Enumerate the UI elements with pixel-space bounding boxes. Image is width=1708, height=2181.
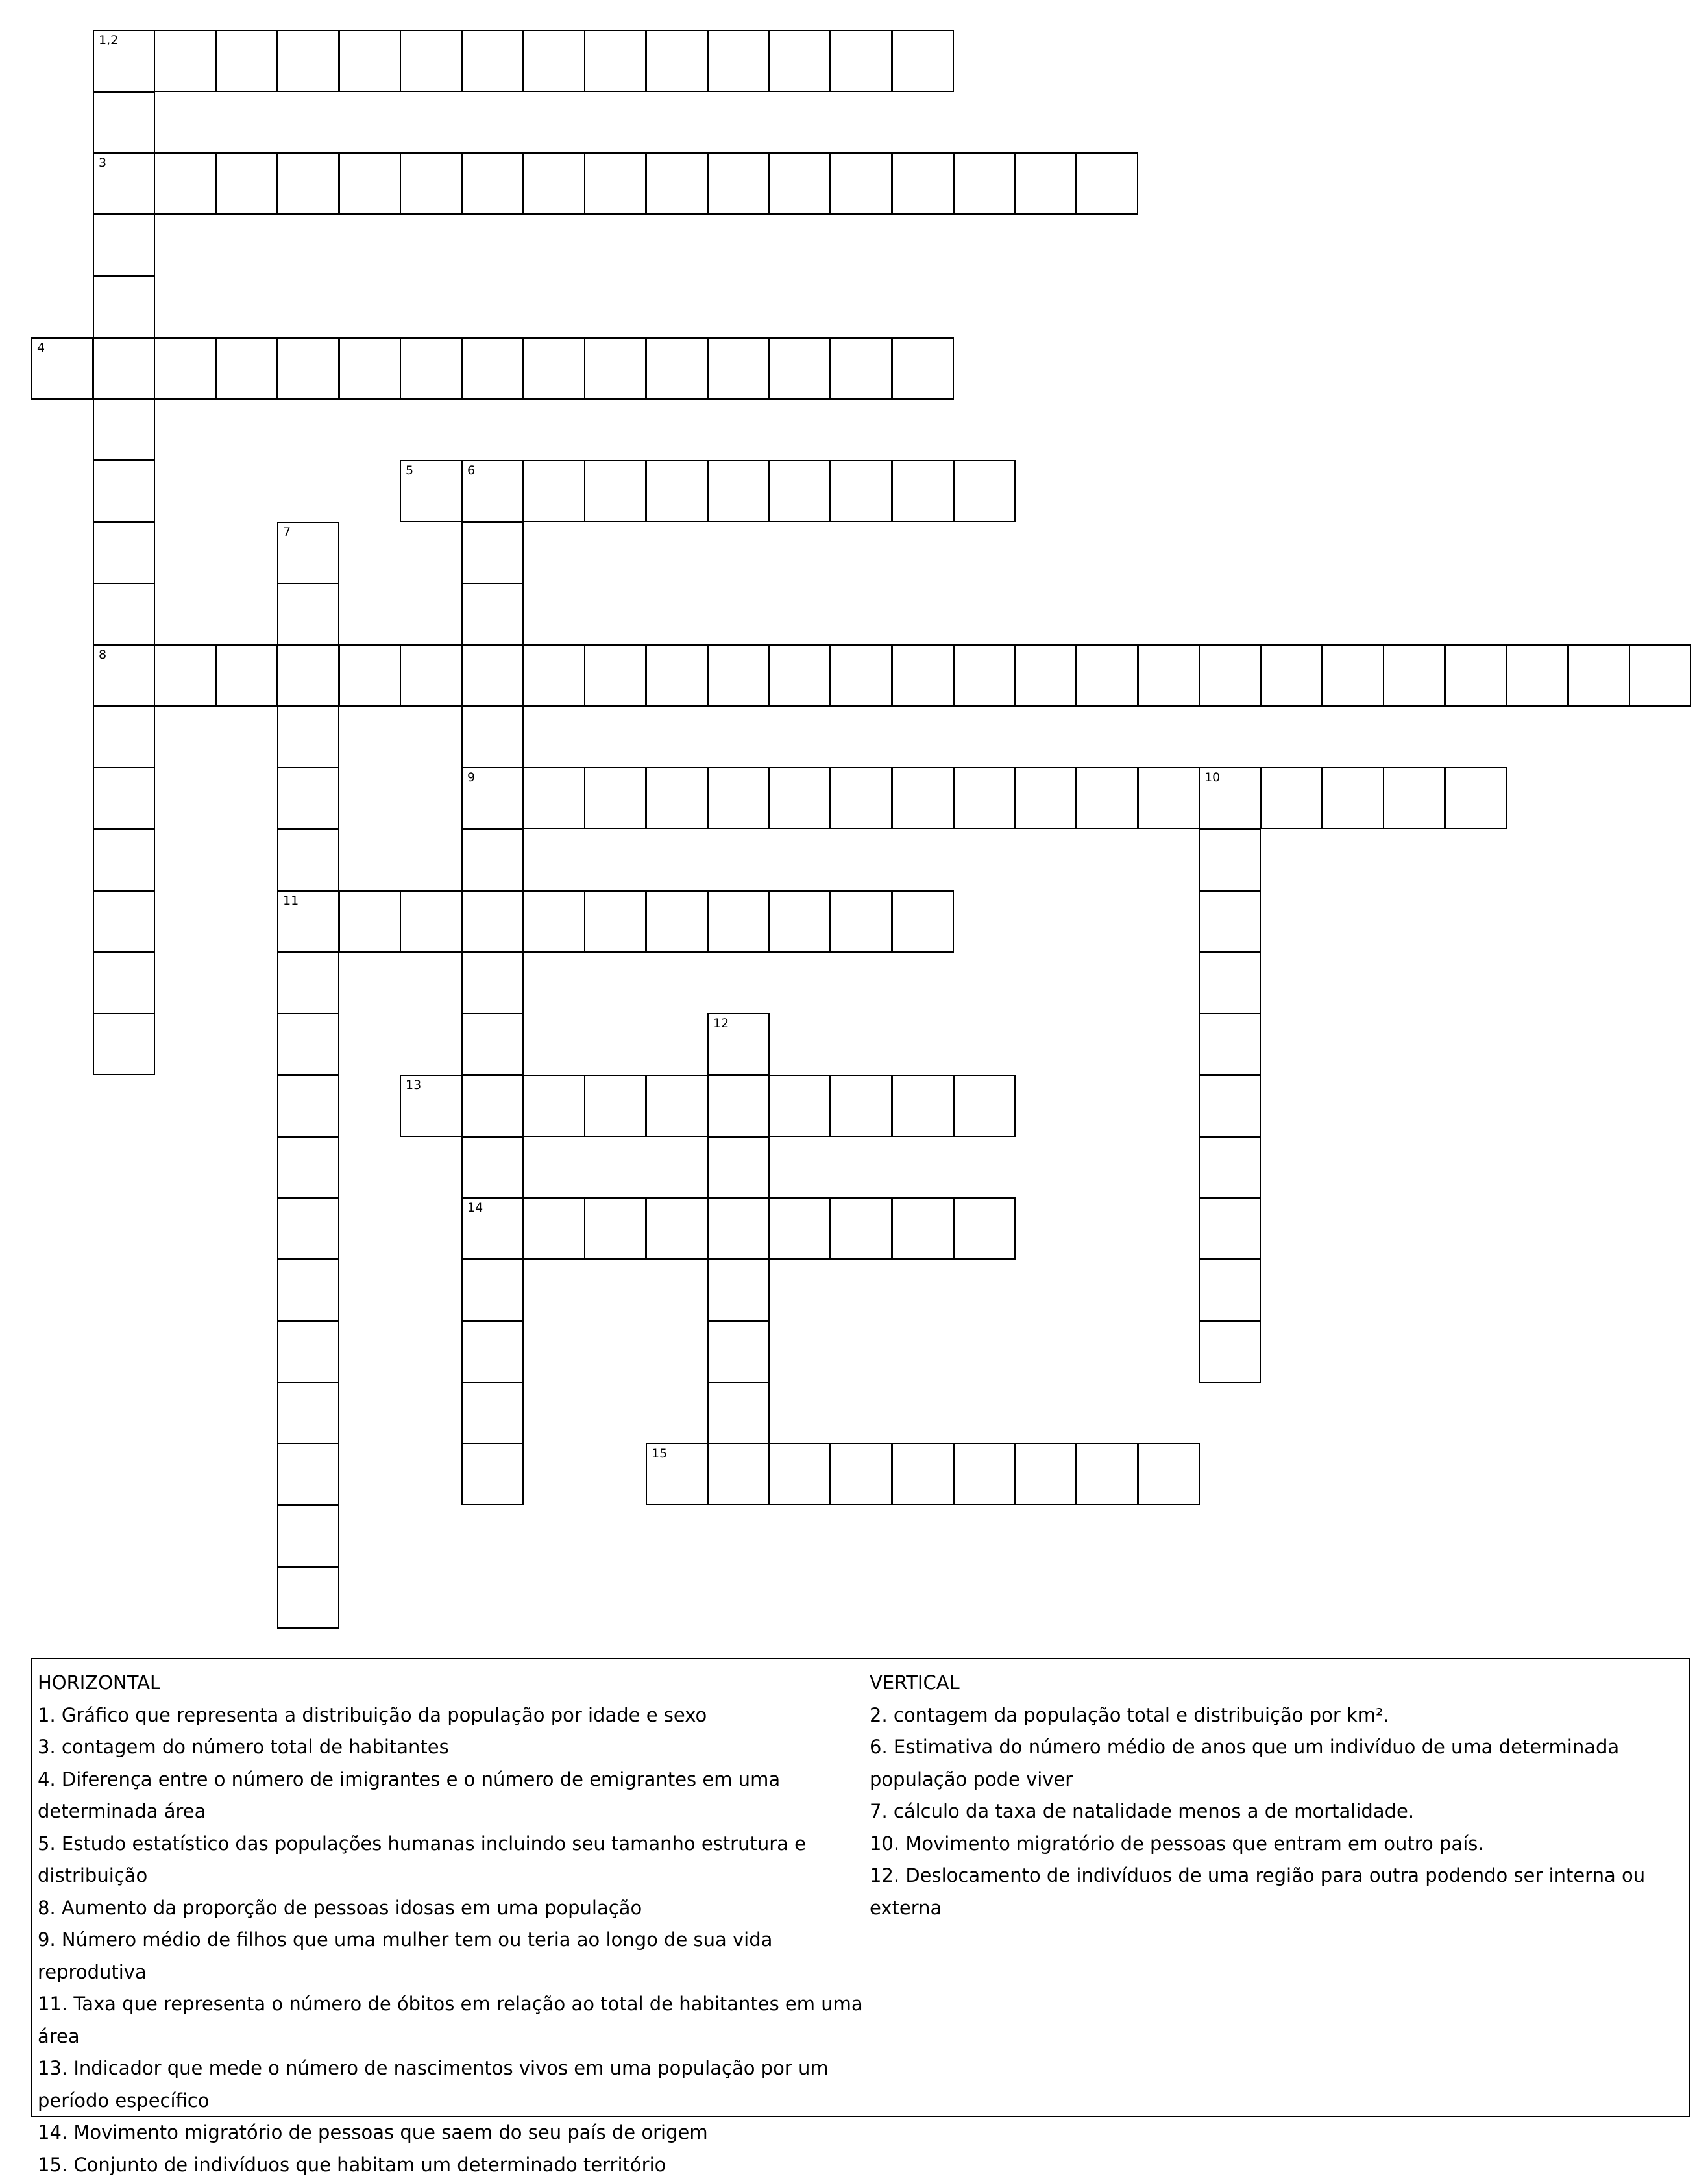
grid-cell[interactable] bbox=[93, 522, 155, 584]
grid-cell[interactable] bbox=[93, 583, 155, 645]
grid-cell[interactable] bbox=[461, 583, 524, 645]
grid-cell[interactable] bbox=[277, 767, 339, 829]
grid-cell[interactable] bbox=[400, 460, 462, 522]
grid-cell[interactable] bbox=[93, 890, 155, 953]
grid-cell[interactable] bbox=[1199, 1259, 1261, 1321]
grid-cell[interactable] bbox=[892, 30, 954, 92]
clue-v-10: 10. Movimento migratório de pessoas que entram em outro país. bbox=[870, 1828, 1681, 1860]
grid-cell[interactable] bbox=[830, 152, 892, 215]
clue-number-5: 5 bbox=[406, 465, 413, 477]
grid-cell[interactable] bbox=[277, 1259, 339, 1321]
horizontal-title: HORIZONTAL bbox=[38, 1667, 863, 1700]
grid-cell[interactable] bbox=[93, 1013, 155, 1075]
grid-cell[interactable] bbox=[646, 1443, 708, 1505]
grid-cell[interactable] bbox=[461, 1382, 524, 1444]
grid-cell[interactable] bbox=[646, 767, 708, 829]
grid-cell[interactable] bbox=[953, 1075, 1016, 1137]
grid-cell[interactable] bbox=[215, 644, 278, 707]
grid-cell[interactable] bbox=[1199, 644, 1261, 707]
grid-cell[interactable] bbox=[523, 337, 585, 400]
clue-h-8: 8. Aumento da proporção de pessoas idosas em uma população bbox=[38, 1892, 863, 1925]
grid-cell[interactable] bbox=[277, 890, 339, 953]
grid-cell[interactable] bbox=[93, 398, 155, 461]
grid-cell[interactable] bbox=[523, 1075, 585, 1137]
grid-cell[interactable] bbox=[154, 337, 216, 400]
grid-cell[interactable] bbox=[1014, 1443, 1077, 1505]
grid-cell[interactable] bbox=[93, 276, 155, 338]
clue-h-1: 1. Gráfico que representa a distribuição da população por idade e sexo bbox=[38, 1700, 863, 1732]
clues-panel bbox=[31, 1658, 1690, 2117]
grid-cell[interactable] bbox=[277, 1443, 339, 1505]
grid-cell[interactable] bbox=[768, 337, 831, 400]
grid-cell[interactable] bbox=[93, 152, 155, 215]
grid-cell[interactable] bbox=[1199, 1075, 1261, 1137]
clue-number-3: 3 bbox=[99, 157, 106, 169]
clue-h-3: 3. contagem do número total de habitantes bbox=[38, 1731, 863, 1764]
grid-cell[interactable] bbox=[461, 460, 524, 522]
grid-cell[interactable] bbox=[707, 460, 770, 522]
clue-number-4: 4 bbox=[37, 342, 45, 354]
grid-cell[interactable] bbox=[707, 1443, 770, 1505]
grid-cell[interactable] bbox=[461, 767, 524, 829]
grid-cell[interactable] bbox=[461, 890, 524, 953]
clue-number-15: 15 bbox=[652, 1448, 667, 1460]
grid-cell[interactable] bbox=[707, 1382, 770, 1444]
clue-number-14: 14 bbox=[467, 1202, 483, 1214]
grid-cell[interactable] bbox=[461, 30, 524, 92]
grid-cell[interactable] bbox=[1138, 644, 1200, 707]
grid-cell[interactable] bbox=[953, 152, 1016, 215]
grid-cell[interactable] bbox=[461, 644, 524, 707]
clue-h-9: 9. Número médio de filhos que uma mulher tem ou teria ao longo de sua vida reprodutiva bbox=[38, 1924, 863, 1988]
grid-cell[interactable] bbox=[707, 152, 770, 215]
grid-cell[interactable] bbox=[277, 706, 339, 768]
grid-cell[interactable] bbox=[461, 152, 524, 215]
grid-cell[interactable] bbox=[400, 890, 462, 953]
clue-number-6: 6 bbox=[467, 465, 475, 477]
grid-cell[interactable] bbox=[277, 1566, 339, 1629]
grid-cell[interactable] bbox=[1199, 1197, 1261, 1260]
clue-number-1-2: 1,2 bbox=[99, 34, 118, 47]
grid-cell[interactable] bbox=[339, 152, 401, 215]
grid-cell[interactable] bbox=[768, 644, 831, 707]
grid-cell[interactable] bbox=[892, 1197, 954, 1260]
grid-cell[interactable] bbox=[400, 152, 462, 215]
grid-cell[interactable] bbox=[93, 337, 155, 400]
grid-cell[interactable] bbox=[277, 952, 339, 1014]
grid-cell[interactable] bbox=[768, 767, 831, 829]
grid-cell[interactable] bbox=[400, 1075, 462, 1137]
clue-h-14: 14. Movimento migratório de pessoas que saem do seu país de origem bbox=[38, 2117, 863, 2149]
vertical-clues bbox=[870, 1667, 1681, 1924]
grid-cell[interactable] bbox=[461, 1197, 524, 1260]
grid-cell[interactable] bbox=[31, 337, 93, 400]
grid-cell[interactable] bbox=[584, 152, 646, 215]
grid-cell[interactable] bbox=[1260, 767, 1323, 829]
grid-cell[interactable] bbox=[277, 829, 339, 891]
grid-cell[interactable] bbox=[1076, 1443, 1138, 1505]
grid-cell[interactable] bbox=[707, 1013, 770, 1075]
grid-cell[interactable] bbox=[1445, 644, 1507, 707]
grid-cell[interactable] bbox=[584, 30, 646, 92]
clue-h-11: 11. Taxa que representa o número de óbitos em relação ao total de habitantes em uma área bbox=[38, 1988, 863, 2053]
clue-number-9: 9 bbox=[467, 772, 475, 784]
clue-v-6: 6. Estimativa do número médio de anos que um indivíduo de uma determinada população pode viver bbox=[870, 1731, 1681, 1796]
grid-cell[interactable] bbox=[93, 460, 155, 522]
grid-cell[interactable] bbox=[523, 767, 585, 829]
grid-cell[interactable] bbox=[768, 1443, 831, 1505]
grid-cell[interactable] bbox=[461, 952, 524, 1014]
clue-h-15: 15. Conjunto de indivíduos que habitam um determinado território bbox=[38, 2149, 863, 2181]
grid-cell[interactable] bbox=[277, 1136, 339, 1199]
grid-cell[interactable] bbox=[1199, 1136, 1261, 1199]
grid-cell[interactable] bbox=[707, 30, 770, 92]
grid-cell[interactable] bbox=[277, 1382, 339, 1444]
grid-cell[interactable] bbox=[707, 1197, 770, 1260]
grid-cell[interactable] bbox=[892, 1443, 954, 1505]
grid-cell[interactable] bbox=[523, 890, 585, 953]
clue-number-10: 10 bbox=[1204, 772, 1220, 784]
vertical-title: VERTICAL bbox=[870, 1667, 1681, 1700]
grid-cell[interactable] bbox=[277, 522, 339, 584]
grid-cell[interactable] bbox=[400, 337, 462, 400]
grid-cell[interactable] bbox=[461, 829, 524, 891]
grid-cell[interactable] bbox=[1260, 644, 1323, 707]
clue-h-5: 5. Estudo estatístico das populações humanas incluindo seu tamanho estrutura e distribuição bbox=[38, 1828, 863, 1892]
grid-cell[interactable] bbox=[1199, 829, 1261, 891]
grid-cell[interactable] bbox=[339, 30, 401, 92]
grid-cell[interactable] bbox=[215, 30, 278, 92]
grid-cell[interactable] bbox=[215, 337, 278, 400]
grid-cell[interactable] bbox=[646, 644, 708, 707]
grid-cell[interactable] bbox=[707, 337, 770, 400]
grid-cell[interactable] bbox=[523, 30, 585, 92]
grid-cell[interactable] bbox=[768, 1197, 831, 1260]
grid-cell[interactable] bbox=[93, 214, 155, 276]
grid-cell[interactable] bbox=[892, 460, 954, 522]
grid-cell[interactable] bbox=[584, 1075, 646, 1137]
grid-cell[interactable] bbox=[154, 644, 216, 707]
grid-cell[interactable] bbox=[707, 1321, 770, 1383]
clue-number-8: 8 bbox=[99, 649, 106, 661]
grid-cell[interactable] bbox=[707, 1136, 770, 1199]
clue-number-7: 7 bbox=[283, 526, 291, 539]
grid-cell[interactable] bbox=[953, 1443, 1016, 1505]
grid-cell[interactable] bbox=[892, 767, 954, 829]
grid-cell[interactable] bbox=[461, 337, 524, 400]
grid-cell[interactable] bbox=[830, 767, 892, 829]
grid-cell[interactable] bbox=[277, 644, 339, 707]
grid-cell[interactable] bbox=[339, 337, 401, 400]
grid-cell[interactable] bbox=[830, 890, 892, 953]
grid-cell[interactable] bbox=[584, 1197, 646, 1260]
grid-cell[interactable] bbox=[830, 1443, 892, 1505]
grid-cell[interactable] bbox=[707, 644, 770, 707]
grid-cell[interactable] bbox=[768, 460, 831, 522]
clue-number-11: 11 bbox=[283, 895, 299, 907]
grid-cell[interactable] bbox=[646, 1075, 708, 1137]
grid-cell[interactable] bbox=[768, 890, 831, 953]
grid-cell[interactable] bbox=[1199, 952, 1261, 1014]
grid-cell[interactable] bbox=[707, 1259, 770, 1321]
grid-cell[interactable] bbox=[1014, 152, 1077, 215]
grid-cell[interactable] bbox=[1199, 1013, 1261, 1075]
grid-cell[interactable] bbox=[277, 1197, 339, 1260]
grid-cell[interactable] bbox=[339, 644, 401, 707]
grid-cell[interactable] bbox=[830, 460, 892, 522]
grid-cell[interactable] bbox=[768, 152, 831, 215]
grid-cell[interactable] bbox=[830, 644, 892, 707]
grid-cell[interactable] bbox=[1506, 644, 1568, 707]
grid-cell[interactable] bbox=[1076, 644, 1138, 707]
grid-cell[interactable] bbox=[1199, 767, 1261, 829]
grid-cell[interactable] bbox=[93, 91, 155, 154]
grid-cell[interactable] bbox=[277, 1505, 339, 1567]
grid-cell[interactable] bbox=[768, 30, 831, 92]
grid-cell[interactable] bbox=[461, 522, 524, 584]
clue-v-7: 7. cálculo da taxa de natalidade menos a de mortalidade. bbox=[870, 1796, 1681, 1828]
grid-cell[interactable] bbox=[830, 30, 892, 92]
grid-cell[interactable] bbox=[93, 952, 155, 1014]
clue-v-2: 2. contagem da população total e distribuição por km². bbox=[870, 1700, 1681, 1732]
grid-cell[interactable] bbox=[584, 767, 646, 829]
clue-v-12: 12. Deslocamento de indivíduos de uma região para outra podendo ser interna ou externa bbox=[870, 1860, 1681, 1924]
grid-cell[interactable] bbox=[584, 460, 646, 522]
grid-cell[interactable] bbox=[1014, 767, 1077, 829]
grid-cell[interactable] bbox=[584, 890, 646, 953]
grid-cell[interactable] bbox=[892, 1075, 954, 1137]
grid-cell[interactable] bbox=[523, 152, 585, 215]
grid-cell[interactable] bbox=[277, 152, 339, 215]
grid-cell[interactable] bbox=[215, 152, 278, 215]
grid-cell[interactable] bbox=[93, 30, 155, 92]
grid-cell[interactable] bbox=[277, 1321, 339, 1383]
grid-cell[interactable] bbox=[707, 1075, 770, 1137]
grid-cell[interactable] bbox=[461, 1136, 524, 1199]
grid-cell[interactable] bbox=[584, 644, 646, 707]
grid-cell[interactable] bbox=[93, 706, 155, 768]
grid-cell[interactable] bbox=[1199, 1321, 1261, 1383]
grid-cell[interactable] bbox=[646, 1197, 708, 1260]
grid-cell[interactable] bbox=[830, 1075, 892, 1137]
grid-cell[interactable] bbox=[707, 890, 770, 953]
grid-cell[interactable] bbox=[646, 337, 708, 400]
grid-cell[interactable] bbox=[1076, 152, 1138, 215]
grid-cell[interactable] bbox=[584, 337, 646, 400]
grid-cell[interactable] bbox=[830, 337, 892, 400]
grid-cell[interactable] bbox=[461, 1075, 524, 1137]
grid-cell[interactable] bbox=[646, 152, 708, 215]
grid-cell[interactable] bbox=[646, 890, 708, 953]
grid-cell[interactable] bbox=[1383, 767, 1445, 829]
grid-cell[interactable] bbox=[1138, 1443, 1200, 1505]
grid-cell[interactable] bbox=[1322, 644, 1384, 707]
grid-cell[interactable] bbox=[1014, 644, 1077, 707]
grid-cell[interactable] bbox=[277, 1013, 339, 1075]
grid-cell[interactable] bbox=[400, 30, 462, 92]
grid-cell[interactable] bbox=[892, 890, 954, 953]
clue-h-4: 4. Diferença entre o número de imigrantes e o número de emigrantes em uma determinada área bbox=[38, 1764, 863, 1828]
grid-cell[interactable] bbox=[461, 1443, 524, 1505]
grid-cell[interactable] bbox=[892, 644, 954, 707]
grid-cell[interactable] bbox=[461, 1259, 524, 1321]
grid-cell[interactable] bbox=[461, 706, 524, 768]
grid-cell[interactable] bbox=[461, 1013, 524, 1075]
grid-cell[interactable] bbox=[892, 337, 954, 400]
clue-number-13: 13 bbox=[406, 1079, 421, 1091]
grid-cell[interactable] bbox=[277, 30, 339, 92]
grid-cell[interactable] bbox=[1322, 767, 1384, 829]
grid-cell[interactable] bbox=[93, 644, 155, 707]
grid-cell[interactable] bbox=[277, 337, 339, 400]
grid-cell[interactable] bbox=[154, 152, 216, 215]
grid-cell[interactable] bbox=[1568, 644, 1630, 707]
grid-cell[interactable] bbox=[646, 30, 708, 92]
grid-cell[interactable] bbox=[523, 1197, 585, 1260]
grid-cell[interactable] bbox=[523, 644, 585, 707]
grid-cell[interactable] bbox=[339, 890, 401, 953]
grid-cell[interactable] bbox=[1076, 767, 1138, 829]
grid-cell[interactable] bbox=[277, 583, 339, 645]
grid-cell[interactable] bbox=[953, 1197, 1016, 1260]
grid-cell[interactable] bbox=[953, 460, 1016, 522]
grid-cell[interactable] bbox=[154, 30, 216, 92]
grid-cell[interactable] bbox=[523, 460, 585, 522]
grid-cell[interactable] bbox=[277, 1075, 339, 1137]
grid-cell[interactable] bbox=[892, 152, 954, 215]
horizontal-clues bbox=[38, 1667, 863, 2181]
grid-cell[interactable] bbox=[768, 1075, 831, 1137]
grid-cell[interactable] bbox=[707, 767, 770, 829]
grid-cell[interactable] bbox=[953, 767, 1016, 829]
grid-cell[interactable] bbox=[400, 644, 462, 707]
grid-cell[interactable] bbox=[1383, 644, 1445, 707]
grid-cell[interactable] bbox=[953, 644, 1016, 707]
grid-cell[interactable] bbox=[1199, 890, 1261, 953]
grid-cell[interactable] bbox=[830, 1197, 892, 1260]
grid-cell[interactable] bbox=[93, 829, 155, 891]
grid-cell[interactable] bbox=[1138, 767, 1200, 829]
grid-cell[interactable] bbox=[1629, 644, 1691, 707]
grid-cell[interactable] bbox=[93, 767, 155, 829]
grid-cell[interactable] bbox=[461, 1321, 524, 1383]
grid-cell[interactable] bbox=[646, 460, 708, 522]
grid-cell[interactable] bbox=[1445, 767, 1507, 829]
clue-number-12: 12 bbox=[713, 1017, 729, 1030]
clue-h-13: 13. Indicador que mede o número de nascimentos vivos em uma população por um período específico bbox=[38, 2053, 863, 2117]
